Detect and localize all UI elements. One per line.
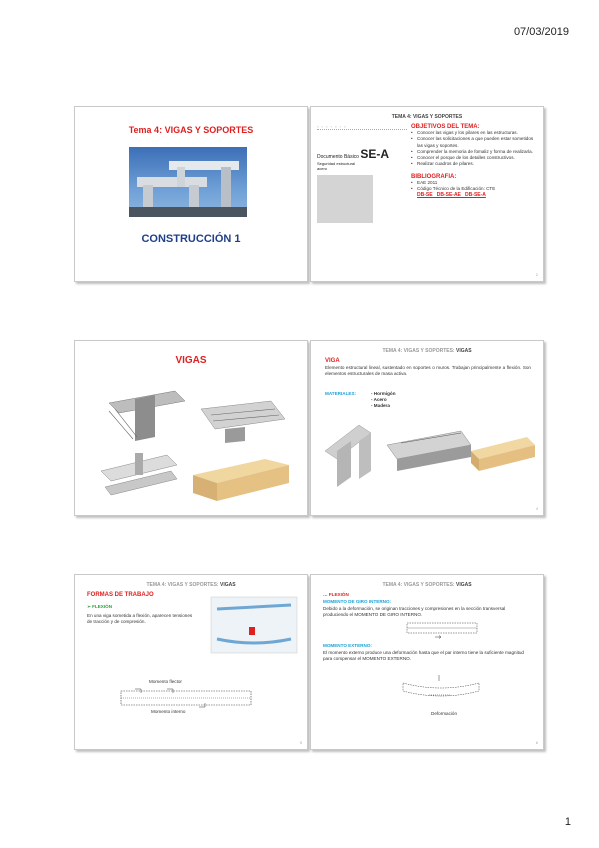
slide-6-body-2: El momento externo produce una deformación hasta que el par interno tiene la suficiente magnitud para compensar el MOMENTO EXTERNO. [323,650,524,662]
slide-3-title: VIGAS [175,355,207,366]
objective-item: • Conocer las solicitaciones a que pueden estar sometidos las vigas y soportes. [411,136,537,149]
slide-1-title: Tema 4: VIGAS Y SOPORTES [128,125,254,135]
flexion-beam-diagram [121,689,251,707]
material-item: - Acero [371,397,387,402]
beam-illustrations [75,341,307,515]
objectives-list [411,130,537,168]
rc-beam-drawing [109,391,185,441]
steel-beam-drawing [101,453,177,495]
slide-4-body: Elemento estructural lineal, sustentado en soportes o muros. Trabajan principalmente a flexión. Son elementos estructurales de masa activa. [325,365,531,377]
timber-beam-drawing [193,459,289,501]
slide-5-body: En una viga sometida a flexión, aparecen tensiones de tracción y de compresión. [87,613,193,625]
biblio-title: BIBLIOGRAFIA: [411,173,457,180]
slide-3 [74,340,308,516]
page-number: 1 [564,816,571,828]
concrete-frame-photo [129,147,247,217]
external-moment-diagram [403,675,479,696]
rc-slab-drawing [201,401,285,443]
flexion-label-top: Momento flector [149,679,182,684]
biblio-links[interactable]: DB-SE DB-SE-AE DB-SE-A [417,192,486,199]
biblio-item: • EAE 2011 [411,180,537,186]
slide-5-number: 5 [299,740,302,745]
concrete-frame-drawing [129,147,247,217]
external-moment-label: Deformación [431,711,458,716]
doc-cover-image [317,175,373,223]
beam-bending-photo [211,597,297,653]
slide-4-heading: VIGA [325,358,340,364]
slide-6-intro: … FLEXIÓN [323,592,349,597]
slide-6-heading-2: MOMENTO EXTERNO: [323,643,372,648]
objective-item: • Conocer las vigas y los pilares en las estructuras. [411,130,537,136]
material-item: - Madera [371,403,390,408]
objective-item: • Realizar cuadros de pilares. [411,161,537,167]
toolbar-strip: ▫ ◦ ▫ ◦ ▫ ◦ ▫ [317,124,407,130]
material-illustrations [311,341,543,515]
flexion-illustrations [75,575,307,749]
materials-label: MATERIALES: [325,391,357,396]
cte-document-cover [317,147,397,257]
slide-5-heading: FORMAS DE TRABAJO [87,592,154,598]
steel-reinforcement-drawing [387,431,471,471]
slide-2 [310,106,544,282]
objectives-title: OBJETIVOS DEL TEMA: [411,124,480,130]
biblio-item: • Código Técnico de la Edificación: CTE [411,186,537,192]
doc-code: SE-A [360,147,390,161]
slide-1-subtitle: CONSTRUCCIÓN 1 [141,233,241,245]
slide-5-header: TEMA 4: VIGAS Y SOPORTES: VIGAS [146,582,236,588]
slide-2-number: 2 [535,272,538,277]
slide-6-heading-1: MOMENTO DE GIRO INTERNO: [323,599,392,604]
doc-label: Documento Básico [317,154,359,160]
page-date: 07/03/2019 [513,26,569,38]
material-item: - Hormigón [371,391,396,396]
objective-item: • Comprender la memoria de fomaliz y forma de realizarla. [411,149,537,155]
concrete-tbeam-drawing [325,425,371,487]
slide-5 [74,574,308,750]
slide-4-header: TEMA 4: VIGAS Y SOPORTES: VIGAS [382,348,472,354]
slide-6 [310,574,544,750]
slide-1 [74,106,308,282]
biblio-list [411,180,537,193]
slide-5-sub: ➢ FLEXIÓN [87,604,113,609]
slide-6-body-1: Debido a la deformación, se originan tracciones y compresiones en la sección transversal produciendo el MOMENTO DE GIRO INTERNO. [323,606,506,618]
objective-item: • Conocer el porque de los detalles constructivos. [411,155,537,161]
slide-2-header: TEMA 4: VIGAS Y SOPORTES [391,114,463,120]
slide-6-header: TEMA 4: VIGAS Y SOPORTES: VIGAS [382,582,472,588]
flexion-label-bottom: Momento interno [151,709,186,714]
slide-6-number: 6 [535,740,538,745]
slide-4-number: 4 [535,506,538,511]
slide-4 [310,340,544,516]
internal-moment-diagram [407,623,477,639]
doc-sub: Seguridad estructural acero [317,161,356,171]
timber-beam-drawing [471,437,535,471]
